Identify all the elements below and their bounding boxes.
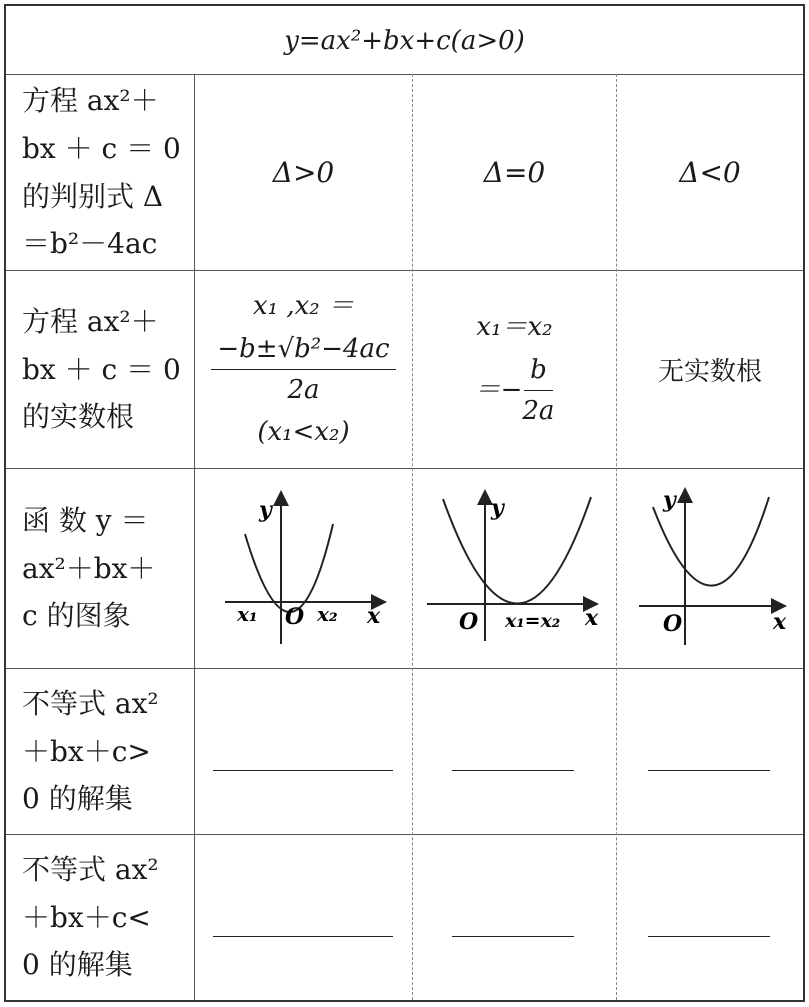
case-delta-zero: Δ=0: [483, 156, 546, 189]
row-label-inequality-less: 不等式 ax² ＋bx＋c< 0 的解集: [22, 853, 159, 982]
quadratic-summary-table: [4, 4, 805, 1002]
double-root-prefix: ＝−: [474, 375, 523, 406]
roots-two-intro: x₁ ,x₂ ＝: [253, 291, 354, 322]
x-axis-label: x: [773, 609, 787, 635]
root-x1-label: x₁: [237, 602, 258, 626]
row-label-graph: 函 数 y ＝ ax²＋bx＋ c 的图象: [22, 504, 156, 633]
x-axis-label: x: [585, 605, 599, 631]
roots-two-distinct: [195, 271, 412, 468]
root-x2-label: x₂: [317, 602, 338, 626]
roots-order-note: (x₁<x₂): [257, 417, 350, 448]
row-label-inequality-greater: 不等式 ax² ＋bx＋c> 0 的解集: [22, 687, 159, 816]
quadratic-formula: [211, 331, 395, 409]
case-delta-negative: Δ<0: [679, 156, 741, 189]
double-root-value: [475, 352, 555, 430]
double-root-numerator: b: [524, 352, 553, 391]
parabola-graph-double-root: [413, 469, 616, 668]
row-label-roots: 方程 ax²＋ bx ＋ c ＝ 0 的实数根: [22, 305, 181, 434]
double-root-label: x₁=x₂: [505, 610, 561, 632]
origin-label: O: [285, 604, 305, 630]
y-axis-label: y: [663, 487, 676, 513]
answer-blank-lt-1[interactable]: [213, 936, 393, 937]
x-axis-label: x: [367, 603, 381, 629]
roots-equal: x₁＝x₂: [476, 312, 553, 343]
answer-blank-lt-2[interactable]: [452, 936, 574, 937]
origin-label: O: [663, 611, 683, 637]
y-axis-label: y: [491, 495, 504, 521]
parabola-graph-two-roots: [195, 469, 412, 668]
answer-blank-gt-3[interactable]: [648, 770, 770, 771]
case-delta-positive: Δ>0: [272, 156, 335, 189]
parabola-graph-no-roots: [617, 469, 803, 668]
row-label-discriminant: 方程 ax²＋ bx ＋ c ＝ 0 的判别式 Δ ＝b²－4ac: [22, 84, 181, 261]
answer-blank-gt-2[interactable]: [452, 770, 574, 771]
no-real-roots: 无实数根: [657, 357, 762, 387]
double-root-denominator: 2a: [522, 396, 555, 427]
answer-blank-gt-1[interactable]: [213, 770, 393, 771]
double-root-fraction: [522, 352, 554, 430]
parabola-curve: [443, 497, 591, 604]
formula-denominator: 2a: [287, 375, 320, 405]
origin-label: O: [459, 609, 479, 635]
roots-double: [413, 271, 616, 468]
answer-blank-lt-3[interactable]: [648, 936, 770, 937]
formula-numerator: −b±√b²−4ac: [211, 331, 395, 370]
parabola-curve: [245, 524, 333, 612]
table-header: y=ax²+bx+c(a>0): [284, 26, 525, 56]
y-axis-label: y: [259, 497, 272, 523]
